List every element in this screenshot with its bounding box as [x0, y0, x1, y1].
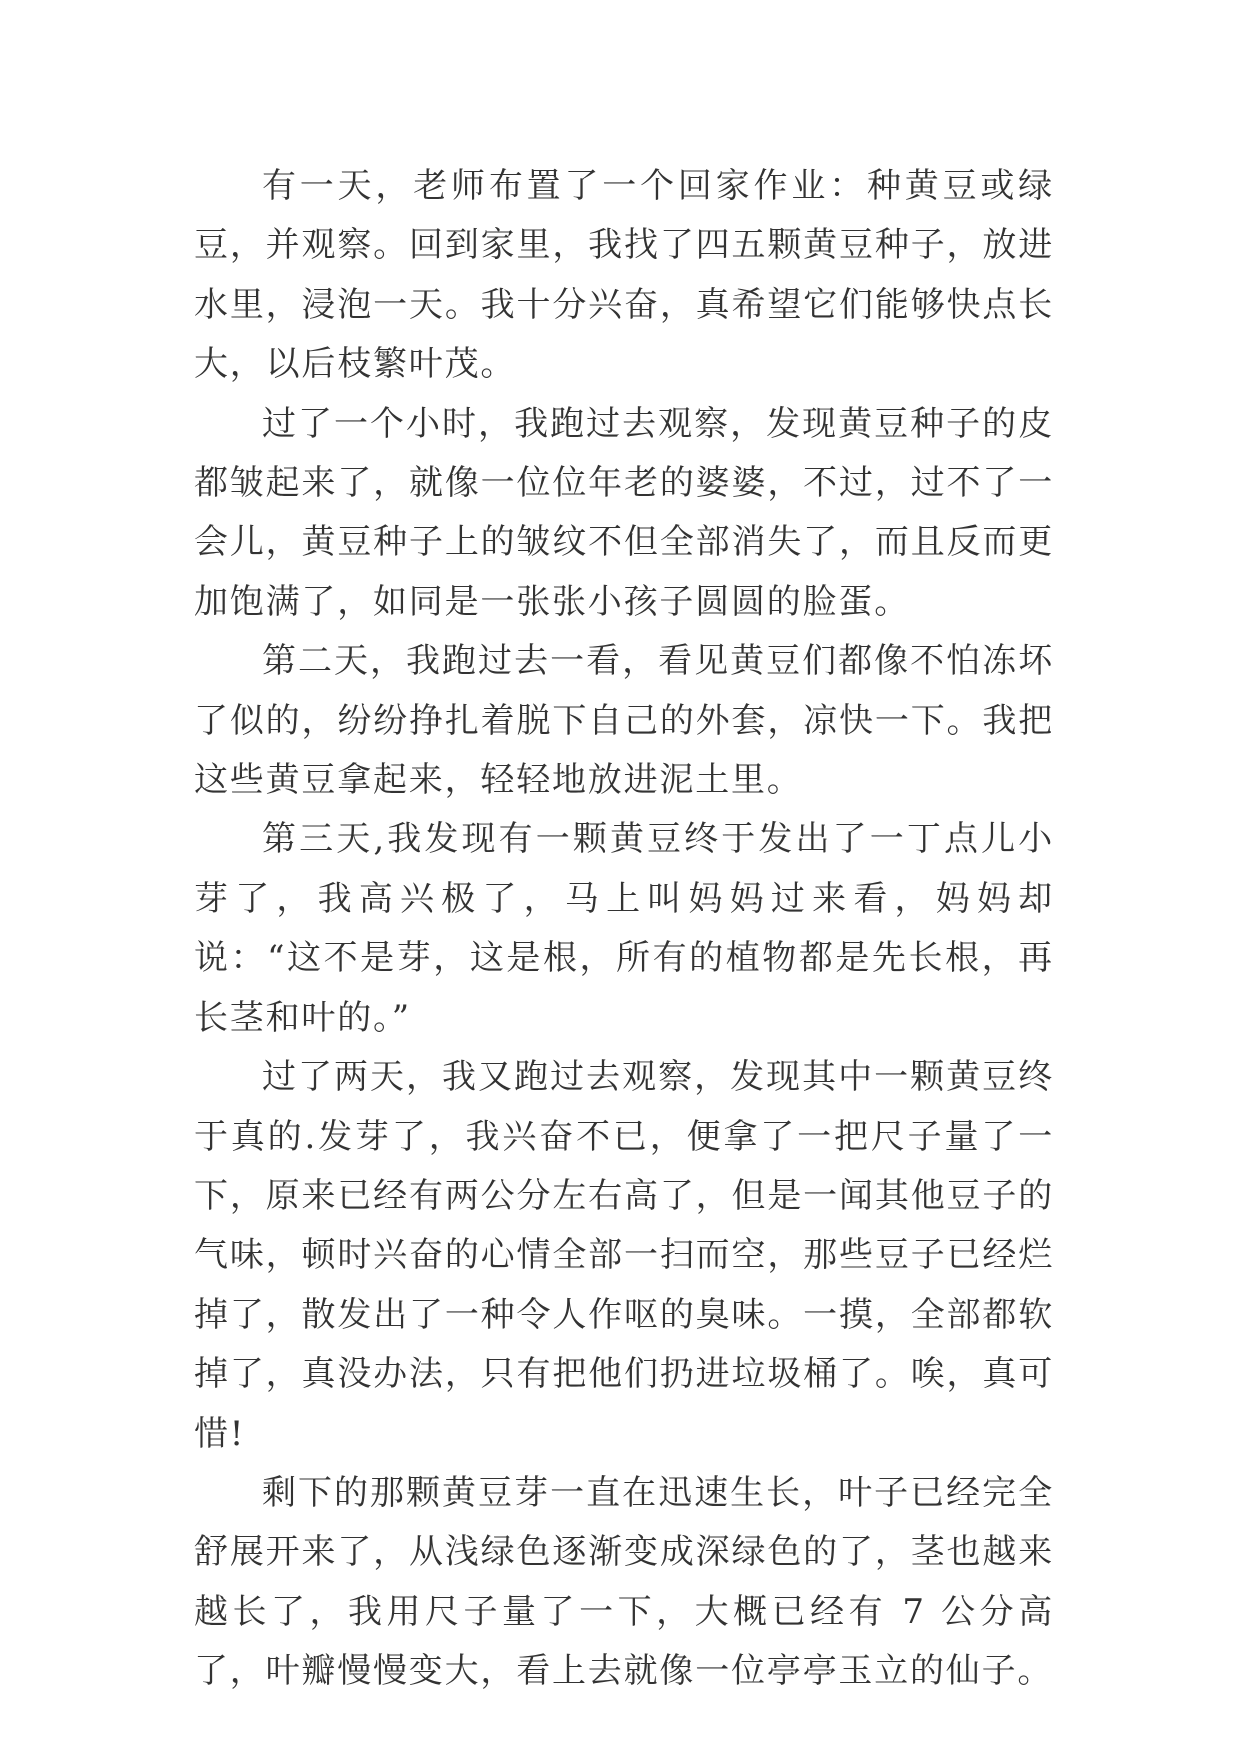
paragraph: 剩下的那颗黄豆芽一直在迅速生长，叶子已经完全舒展开来了，从浅绿色逐渐变成深绿色的了，茎也越来越长了，我用尺子量了一下，大概已经有 7 公分高了，叶瓣慢慢变大，看上去就像一位亭亭玉立的仙子。	[194, 1472, 1054, 1692]
paragraph: 第三天,我发现有一颗黄豆终于发出了一丁点儿小芽了，我高兴极了，马上叫妈妈过来看，妈妈却说：“这不是芽，这是根，所有的植物都是先长根，再长茎和叶的。”	[194, 819, 1054, 1038]
paragraph: 第二天，我跑过去一看，看见黄豆们都像不怕冻坏了似的，纷纷挣扎着脱下自己的外套，凉快一下。我把这些黄豆拿起来，轻轻地放进泥土里。	[194, 641, 1054, 801]
paragraph: 有一天，老师布置了一个回家作业：种黄豆或绿豆，并观察。回到家里，我找了四五颗黄豆种子，放进水里，浸泡一天。我十分兴奋，真希望它们能够快点长大，以后枝繁叶茂。	[194, 166, 1054, 385]
paragraph: 过了一个小时，我跑过去观察，发现黄豆种子的皮都皱起来了，就像一位位年老的婆婆，不过，过不了一会儿，黄豆种子上的皱纹不但全部消失了，而且反而更加饱满了，如同是一张张小孩子圆圆的脸蛋。	[194, 403, 1054, 622]
paragraph: 过了两天，我又跑过去观察，发现其中一颗黄豆终于真的.发芽了，我兴奋不已，便拿了一把尺子量了一下，原来已经有两公分左右高了，但是一闻其他豆子的气味，顿时兴奋的心情全部一扫而空，那些豆子已经烂掉了，散发出了一种令人作呕的臭味。一摸，全部都软掉了，真没办法，只有把他们扔进垃圾桶了。唉，真可惜!	[194, 1057, 1054, 1454]
document-body	[194, 157, 1054, 1702]
